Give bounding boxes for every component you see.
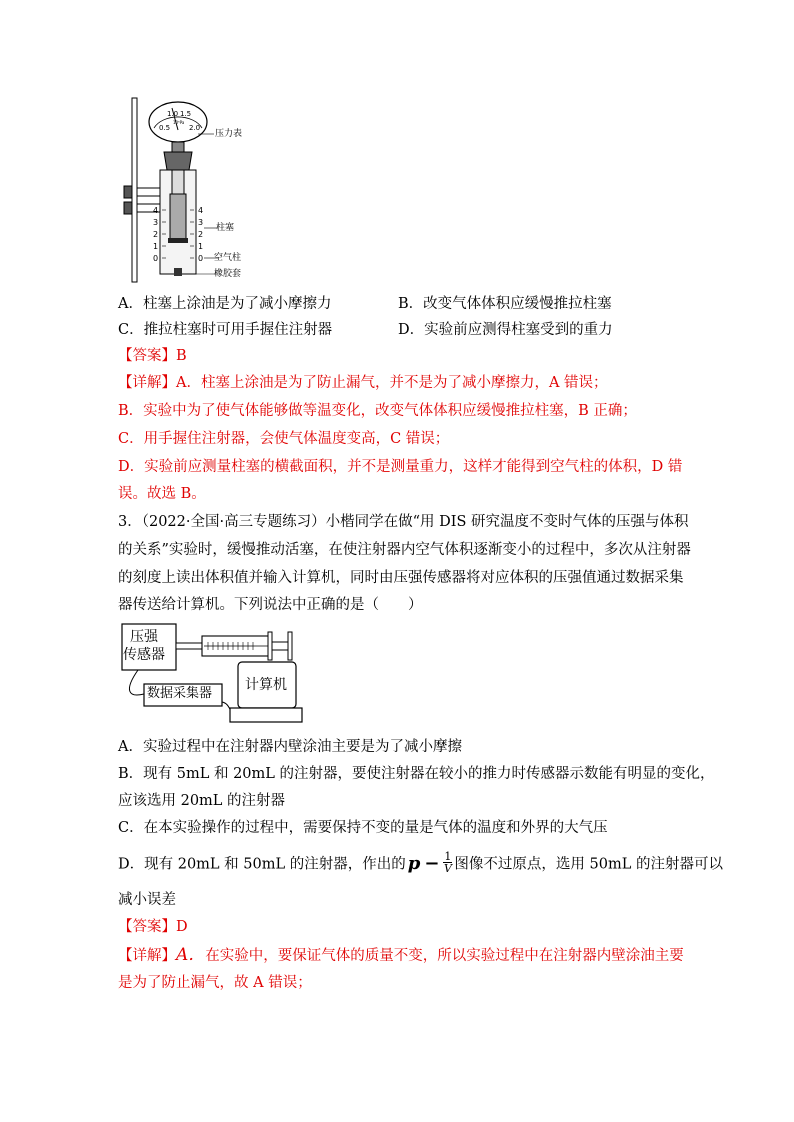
q2-option-c: C．推拉柱塞时可用手握住注射器 xyxy=(118,322,333,338)
q2-option-a: A．柱塞上涂油是为了减小摩擦力 xyxy=(118,296,332,312)
q3-option-c: C．在本实验操作的过程中，需要保持不变的量是气体的温度和外界的大气压 xyxy=(118,820,608,836)
math-p: p xyxy=(407,852,421,874)
svg-text:0: 0 xyxy=(153,254,159,263)
svg-text:1: 1 xyxy=(153,242,159,251)
q3-explain-2: 是为了防止漏气，故 A 错误； xyxy=(118,975,312,991)
svg-text:4: 4 xyxy=(153,206,159,215)
q2-option-d: D．实验前应测得柱塞受到的重力 xyxy=(398,322,613,338)
collector-label: 数据采集器 xyxy=(147,686,213,701)
svg-text:1: 1 xyxy=(198,242,204,251)
q3-answer: 【答案】D xyxy=(118,919,188,935)
q2-explain-1: 【详解】A．柱塞上涂油是为了防止漏气，并不是为了减小摩擦力，A 错误； xyxy=(118,375,608,391)
computer-label: 计算机 xyxy=(245,677,287,693)
svg-text:0: 0 xyxy=(198,254,204,263)
svg-text:2: 2 xyxy=(153,230,159,239)
svg-text:10⁵Pa: 10⁵Pa xyxy=(173,120,185,125)
q2-option-b: B．改变气体体积应缓慢推拉柱塞 xyxy=(398,296,612,312)
q3-option-d-line xyxy=(118,850,723,876)
q2-explain-2: B．实验中为了使气体能够做等温变化，改变气体体积应缓慢推拉柱塞，B 正确； xyxy=(118,403,637,419)
svg-text:4: 4 xyxy=(198,206,204,215)
q3-stem-4: 器传送给计算机。下列说法中正确的是（ ） xyxy=(118,597,423,613)
sensor-label-1: 压强 xyxy=(130,629,158,645)
q3-option-b-1: B．现有 5mL 和 20mL 的注射器，要使注射器在较小的推力时传感器示数能有明显的变化， xyxy=(118,766,715,782)
gauge-label: 压力表 xyxy=(215,129,243,139)
svg-text:1.0: 1.0 xyxy=(167,110,179,118)
q3-explain-1 xyxy=(118,945,684,966)
q2-answer: 【答案】B xyxy=(118,348,187,364)
math-fraction xyxy=(443,851,452,874)
q3-option-a: A．实验过程中在注射器内壁涂油主要是为了减小摩擦 xyxy=(118,739,462,755)
math-numerator: 1 xyxy=(444,850,452,863)
q3-stem-1: 3．（2022·全国·高三专题练习）小楷同学在做“用 DIS 研究温度不变时气体的压强与体积 xyxy=(118,514,689,530)
q2-explain-3: C．用手握住注射器，会使气体温度变高，C 错误； xyxy=(118,431,450,447)
svg-text:2.0: 2.0 xyxy=(189,124,201,132)
math-minus: − xyxy=(424,852,440,874)
q2-explain-5: 误。故选 B。 xyxy=(118,486,206,502)
q2-explain-4: D．实验前应测量柱塞的横截面积，并不是测量重力，这样才能得到空气柱的体积，D 错 xyxy=(118,459,683,475)
svg-text:3: 3 xyxy=(198,218,204,227)
q3-option-d-text-b: 图像不过原点，选用 50mL 的注射器可以 xyxy=(454,856,723,873)
q3-option-b-2: 应该选用 20mL 的注射器 xyxy=(118,793,286,809)
svg-text:1.5: 1.5 xyxy=(180,110,192,118)
math-denominator: V xyxy=(443,862,452,875)
rubber-cap-label: 橡胶套 xyxy=(214,269,242,279)
plunger-label: 柱塞 xyxy=(216,223,235,233)
svg-text:3: 3 xyxy=(153,218,159,227)
air-column-label: 空气柱 xyxy=(214,253,242,263)
q3-option-d-2: 减小误差 xyxy=(118,892,176,908)
q3-explain-line-1: 在实验中，要保证气体的质量不变，所以实验过程中在注射器内壁涂油主要 xyxy=(205,948,684,964)
q3-stem-2: 的关系”实验时，缓慢推动活塞，在使注射器内空气体积逐渐变小的过程中，多次从注射器 xyxy=(118,542,691,558)
svg-text:0.5: 0.5 xyxy=(159,124,171,132)
q3-stem-3: 的刻度上读出体积值并输入计算机，同时由压强传感器将对应体积的压强值通过数据采集 xyxy=(118,570,684,586)
q3-explain-prefix: 【详解】 xyxy=(118,948,176,964)
svg-text:2: 2 xyxy=(198,230,204,239)
q3-explain-a-marker: A． xyxy=(176,945,206,965)
q3-option-d-text-a: D．现有 20mL 和 50mL 的注射器，作出的 xyxy=(118,856,406,873)
sensor-label-2: 传感器 xyxy=(123,647,165,663)
